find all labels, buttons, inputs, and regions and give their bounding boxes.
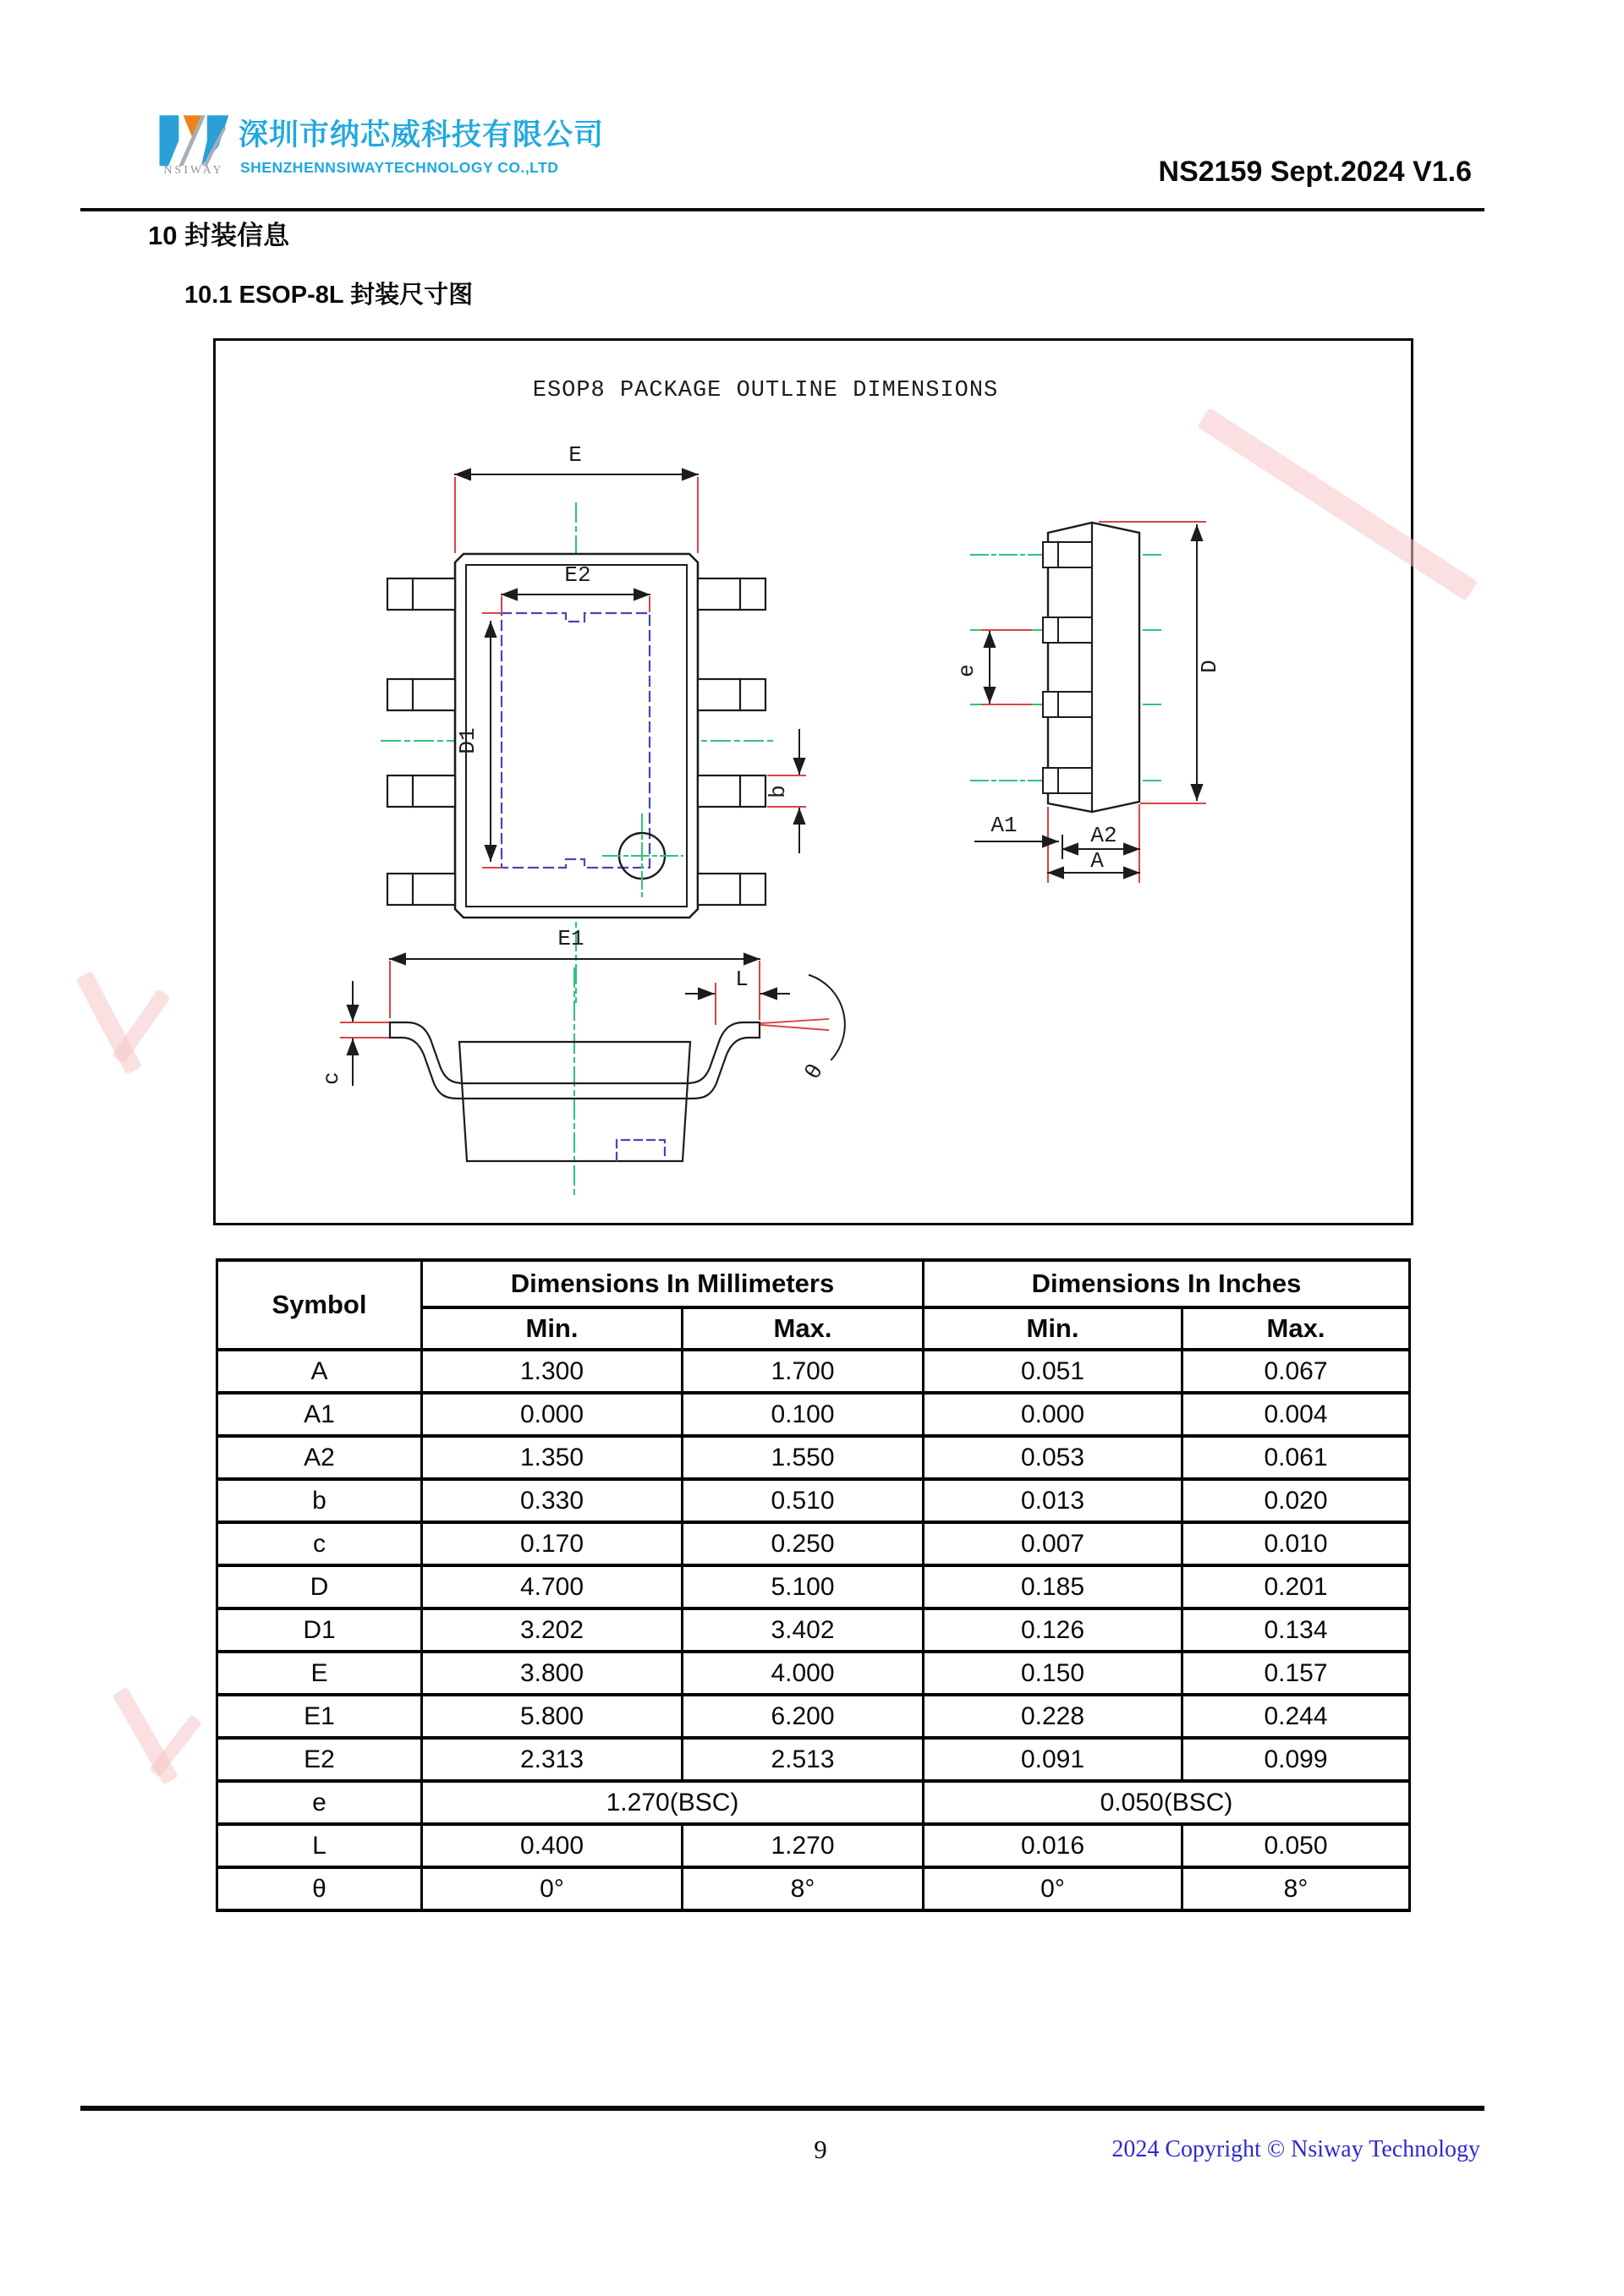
in-min-cell: 0.150	[924, 1652, 1182, 1695]
in-max-cell: 0.157	[1182, 1652, 1410, 1695]
mm-max-cell: 1.700	[683, 1350, 924, 1393]
dim-label-A2: A2	[1090, 823, 1117, 848]
dim-label-A: A	[1090, 848, 1104, 874]
dim-label-E2: E2	[564, 562, 591, 588]
dim-label-D1: D1	[455, 727, 480, 754]
col-header-mm-max: Max.	[683, 1307, 924, 1350]
in-min-cell: 0°	[924, 1867, 1182, 1910]
table-row	[217, 1695, 1410, 1738]
mm-min-cell: 4.700	[422, 1565, 683, 1608]
in-min-cell: 0.091	[924, 1738, 1182, 1781]
mm-max-cell: 0.250	[683, 1522, 924, 1565]
mm-min-cell: 1.300	[422, 1350, 683, 1393]
in-max-cell: 0.099	[1182, 1738, 1410, 1781]
mm-max-cell: 0.100	[683, 1393, 924, 1436]
col-header-mm-group: Dimensions In Millimeters	[422, 1260, 924, 1307]
in-max-cell: 0.061	[1182, 1436, 1410, 1479]
company-name-cn: 深圳市纳芯威科技有限公司	[239, 118, 605, 151]
table-row	[217, 1824, 1410, 1867]
package-outline-drawing-frame	[213, 338, 1413, 1225]
symbol-cell: A	[217, 1350, 422, 1393]
in-min-cell: 0.228	[924, 1695, 1182, 1738]
mm-min-cell: 0°	[422, 1867, 683, 1910]
mm-max-cell: 1.270	[683, 1824, 924, 1867]
mm-min-cell: 0.170	[422, 1522, 683, 1565]
mm-min-cell: 3.202	[422, 1608, 683, 1652]
table-row	[217, 1867, 1410, 1910]
table-row	[217, 1565, 1410, 1608]
in-max-cell: 0.010	[1182, 1522, 1410, 1565]
mm-min-cell: 0.400	[422, 1824, 683, 1867]
col-header-symbol: Symbol	[217, 1260, 422, 1350]
in-max-cell: 0.067	[1182, 1350, 1410, 1393]
mm-min-cell: 0.330	[422, 1479, 683, 1522]
front-view	[319, 926, 845, 1199]
table-row	[217, 1738, 1410, 1781]
symbol-cell: E1	[217, 1695, 422, 1738]
in-min-cell: 0.126	[924, 1608, 1182, 1652]
mm-min-cell: 1.350	[422, 1436, 683, 1479]
watermark	[149, 1714, 202, 1777]
dim-label-E: E	[568, 442, 582, 468]
dim-label-theta: θ	[800, 1060, 829, 1084]
dim-label-D: D	[1197, 660, 1222, 673]
dim-label-L: L	[735, 967, 749, 992]
mm-max-cell: 2.513	[683, 1738, 924, 1781]
mm-min-cell: 0.000	[422, 1393, 683, 1436]
in-max-cell: 0.050	[1182, 1824, 1410, 1867]
in-min-cell: 0.185	[924, 1565, 1182, 1608]
mm-max-cell: 3.402	[683, 1608, 924, 1652]
mm-max-cell: 6.200	[683, 1695, 924, 1738]
watermark	[75, 971, 142, 1075]
in-span-cell: 0.050(BSC)	[924, 1781, 1410, 1824]
in-min-cell: 0.053	[924, 1436, 1182, 1479]
page-number: 9	[814, 2134, 827, 2164]
in-min-cell: 0.051	[924, 1350, 1182, 1393]
in-min-cell: 0.013	[924, 1479, 1182, 1522]
watermark	[112, 989, 171, 1064]
mm-min-cell: 2.313	[422, 1738, 683, 1781]
company-name-en: SHENZHENNSIWAYTECHNOLOGY CO.,LTD	[240, 159, 559, 176]
section-title: 10 封装信息	[148, 221, 290, 250]
side-view	[954, 522, 1222, 882]
symbol-cell: θ	[217, 1867, 422, 1910]
drawing-title: ESOP8 PACKAGE OUTLINE DIMENSIONS	[532, 378, 999, 403]
in-min-cell: 0.000	[924, 1393, 1182, 1436]
mm-max-cell: 1.550	[683, 1436, 924, 1479]
table-row	[217, 1522, 1410, 1565]
in-max-cell: 0.004	[1182, 1393, 1410, 1436]
symbol-cell: E	[217, 1652, 422, 1695]
package-outline-drawing	[216, 341, 1411, 1223]
table-row	[217, 1393, 1410, 1436]
dim-label-e: e	[954, 664, 979, 677]
mm-max-cell: 0.510	[683, 1479, 924, 1522]
dim-label-b: b	[765, 785, 791, 798]
table-row-e-bsc	[217, 1781, 1410, 1824]
symbol-cell: E2	[217, 1738, 422, 1781]
table-row	[217, 1479, 1410, 1522]
in-max-cell: 0.020	[1182, 1479, 1410, 1522]
in-max-cell: 0.201	[1182, 1565, 1410, 1608]
watermark	[112, 1687, 178, 1785]
symbol-cell: A2	[217, 1436, 422, 1479]
dim-label-A1: A1	[990, 813, 1018, 838]
in-max-cell: 0.244	[1182, 1695, 1410, 1738]
col-header-in-group: Dimensions In Inches	[924, 1260, 1410, 1307]
col-header-in-min: Min.	[924, 1307, 1182, 1350]
copyright-notice: 2024 Copyright © Nsiway Technology	[1111, 2136, 1480, 2162]
dim-label-c: c	[319, 1071, 344, 1085]
table-row	[217, 1350, 1410, 1393]
symbol-cell: e	[217, 1781, 422, 1824]
symbol-cell: L	[217, 1824, 422, 1867]
mm-max-cell: 5.100	[683, 1565, 924, 1608]
table-row	[217, 1436, 1410, 1479]
logo-caption: NSIWAY	[163, 164, 224, 177]
mm-max-cell: 8°	[683, 1867, 924, 1910]
in-min-cell: 0.007	[924, 1522, 1182, 1565]
table-header-row	[217, 1260, 1410, 1307]
dimension-table	[216, 1258, 1411, 1912]
table-row	[217, 1652, 1410, 1695]
in-max-cell: 0.134	[1182, 1608, 1410, 1652]
table-row	[217, 1608, 1410, 1652]
header-divider	[80, 208, 1484, 211]
mm-span-cell: 1.270(BSC)	[422, 1781, 924, 1824]
col-header-in-max: Max.	[1182, 1307, 1410, 1350]
symbol-cell: c	[217, 1522, 422, 1565]
symbol-cell: D	[217, 1565, 422, 1608]
top-view	[381, 442, 805, 1002]
col-header-mm-min: Min.	[422, 1307, 683, 1350]
symbol-cell: D1	[217, 1608, 422, 1652]
symbol-cell: A1	[217, 1393, 422, 1436]
in-min-cell: 0.016	[924, 1824, 1182, 1867]
document-reference: NS2159 Sept.2024 V1.6	[1158, 156, 1472, 188]
section-subtitle: 10.1 ESOP-8L 封装尺寸图	[184, 282, 474, 309]
footer-divider	[80, 2106, 1484, 2111]
dim-label-E1: E1	[557, 926, 584, 951]
mm-min-cell: 3.800	[422, 1652, 683, 1695]
nsiway-logo-icon	[156, 105, 231, 167]
mm-max-cell: 4.000	[683, 1652, 924, 1695]
mm-min-cell: 5.800	[422, 1695, 683, 1738]
symbol-cell: b	[217, 1479, 422, 1522]
in-max-cell: 8°	[1182, 1867, 1410, 1910]
